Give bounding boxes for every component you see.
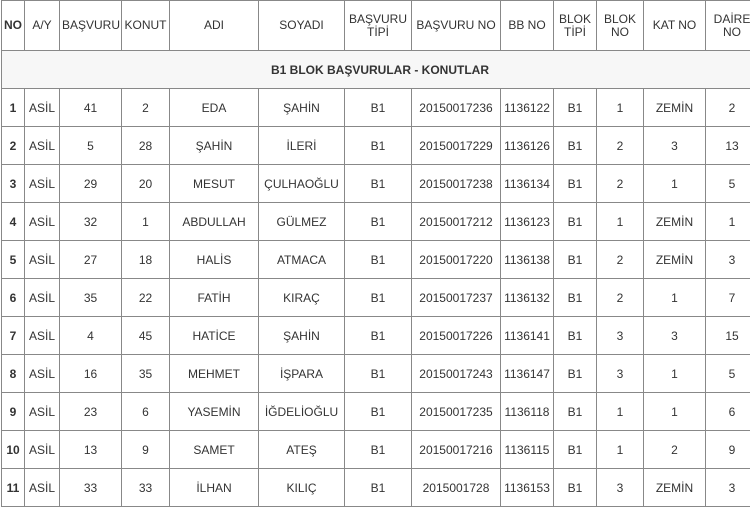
- cell-soyadi: İLERİ: [259, 127, 345, 165]
- cell-bb-no: 1136153: [501, 469, 554, 507]
- cell-basvuru: 13: [60, 431, 122, 469]
- cell-basvuru-tipi: B1: [345, 89, 412, 127]
- cell-basvuru-tipi: B1: [345, 317, 412, 355]
- cell-blok-tipi: B1: [554, 279, 597, 317]
- cell-daire-no: 3: [706, 469, 750, 507]
- cell-konut: 18: [122, 241, 170, 279]
- cell-no: 10: [2, 431, 25, 469]
- cell-blok-no: 2: [597, 127, 644, 165]
- cell-bb-no: 1136147: [501, 355, 554, 393]
- cell-basvuru: 23: [60, 393, 122, 431]
- cell-basvuru: 29: [60, 165, 122, 203]
- cell-daire-no: 1: [706, 203, 750, 241]
- applications-table: [1, 0, 750, 507]
- cell-soyadi: KIRAÇ: [259, 279, 345, 317]
- cell-ay: ASİL: [25, 89, 60, 127]
- cell-blok-no: 2: [597, 241, 644, 279]
- column-header-blok-no: BLOK NO: [597, 1, 644, 51]
- header-row: [2, 1, 750, 51]
- cell-ay: ASİL: [25, 203, 60, 241]
- cell-ay: ASİL: [25, 241, 60, 279]
- cell-konut: 35: [122, 355, 170, 393]
- column-header-basvuru-no: BAŞVURU NO: [412, 1, 501, 51]
- cell-kat-no: ZEMİN: [644, 89, 706, 127]
- cell-blok-no: 1: [597, 431, 644, 469]
- cell-basvuru: 16: [60, 355, 122, 393]
- cell-adi: YASEMİN: [170, 393, 259, 431]
- cell-blok-tipi: B1: [554, 317, 597, 355]
- cell-blok-tipi: B1: [554, 431, 597, 469]
- cell-basvuru-tipi: B1: [345, 469, 412, 507]
- cell-bb-no: 1136141: [501, 317, 554, 355]
- cell-basvuru-no: 20150017237: [412, 279, 501, 317]
- table-row: [2, 431, 750, 469]
- cell-blok-no: 2: [597, 279, 644, 317]
- cell-kat-no: 2: [644, 431, 706, 469]
- cell-basvuru-no: 20150017235: [412, 393, 501, 431]
- cell-soyadi: ŞAHİN: [259, 89, 345, 127]
- cell-blok-no: 3: [597, 469, 644, 507]
- cell-kat-no: 1: [644, 393, 706, 431]
- cell-daire-no: 5: [706, 165, 750, 203]
- cell-adi: MEHMET: [170, 355, 259, 393]
- cell-kat-no: 1: [644, 355, 706, 393]
- cell-konut: 20: [122, 165, 170, 203]
- cell-basvuru: 32: [60, 203, 122, 241]
- cell-adi: SAMET: [170, 431, 259, 469]
- cell-konut: 33: [122, 469, 170, 507]
- table-row: [2, 127, 750, 165]
- cell-basvuru-no: 20150017220: [412, 241, 501, 279]
- cell-konut: 28: [122, 127, 170, 165]
- cell-soyadi: GÜLMEZ: [259, 203, 345, 241]
- cell-no: 11: [2, 469, 25, 507]
- cell-daire-no: 5: [706, 355, 750, 393]
- cell-blok-no: 1: [597, 393, 644, 431]
- table-row: [2, 279, 750, 317]
- cell-kat-no: 1: [644, 279, 706, 317]
- table-row: [2, 355, 750, 393]
- cell-ay: ASİL: [25, 431, 60, 469]
- table-row: [2, 393, 750, 431]
- cell-adi: FATİH: [170, 279, 259, 317]
- cell-basvuru: 35: [60, 279, 122, 317]
- cell-no: 8: [2, 355, 25, 393]
- cell-blok-tipi: B1: [554, 203, 597, 241]
- column-header-ay: A/Y: [25, 1, 60, 51]
- cell-bb-no: 1136123: [501, 203, 554, 241]
- cell-basvuru-tipi: B1: [345, 355, 412, 393]
- cell-blok-no: 3: [597, 355, 644, 393]
- cell-blok-no: 1: [597, 203, 644, 241]
- column-header-basvuru-tipi: BAŞVURU TİPİ: [345, 1, 412, 51]
- cell-ay: ASİL: [25, 355, 60, 393]
- cell-bb-no: 1136132: [501, 279, 554, 317]
- cell-no: 1: [2, 89, 25, 127]
- cell-daire-no: 3: [706, 241, 750, 279]
- cell-blok-no: 3: [597, 317, 644, 355]
- cell-kat-no: ZEMİN: [644, 469, 706, 507]
- cell-no: 2: [2, 127, 25, 165]
- column-header-soyadi: SOYADI: [259, 1, 345, 51]
- section-title: B1 BLOK BAŞVURULAR - KONUTLAR: [2, 51, 750, 89]
- table-row: [2, 317, 750, 355]
- cell-adi: HALİS: [170, 241, 259, 279]
- cell-no: 9: [2, 393, 25, 431]
- cell-adi: ŞAHİN: [170, 127, 259, 165]
- cell-no: 5: [2, 241, 25, 279]
- cell-daire-no: 6: [706, 393, 750, 431]
- cell-basvuru-tipi: B1: [345, 279, 412, 317]
- cell-kat-no: 3: [644, 127, 706, 165]
- column-header-daire-no: DAİRE NO: [706, 1, 750, 51]
- cell-blok-tipi: B1: [554, 89, 597, 127]
- cell-soyadi: İŞPARA: [259, 355, 345, 393]
- cell-ay: ASİL: [25, 317, 60, 355]
- cell-basvuru-no: 20150017243: [412, 355, 501, 393]
- cell-adi: İLHAN: [170, 469, 259, 507]
- cell-blok-no: 1: [597, 89, 644, 127]
- cell-soyadi: ATMACA: [259, 241, 345, 279]
- cell-adi: EDA: [170, 89, 259, 127]
- cell-adi: HATİCE: [170, 317, 259, 355]
- cell-konut: 6: [122, 393, 170, 431]
- cell-ay: ASİL: [25, 127, 60, 165]
- cell-no: 7: [2, 317, 25, 355]
- cell-blok-tipi: B1: [554, 241, 597, 279]
- cell-soyadi: ATEŞ: [259, 431, 345, 469]
- cell-no: 3: [2, 165, 25, 203]
- cell-konut: 2: [122, 89, 170, 127]
- column-header-kat-no: KAT NO: [644, 1, 706, 51]
- cell-basvuru-no: 20150017212: [412, 203, 501, 241]
- cell-soyadi: KILIÇ: [259, 469, 345, 507]
- cell-kat-no: ZEMİN: [644, 241, 706, 279]
- cell-basvuru-tipi: B1: [345, 393, 412, 431]
- column-header-blok-tipi: BLOK TİPİ: [554, 1, 597, 51]
- cell-blok-tipi: B1: [554, 393, 597, 431]
- cell-kat-no: ZEMİN: [644, 203, 706, 241]
- cell-daire-no: 13: [706, 127, 750, 165]
- column-header-adi: ADI: [170, 1, 259, 51]
- cell-konut: 1: [122, 203, 170, 241]
- cell-bb-no: 1136118: [501, 393, 554, 431]
- cell-basvuru-no: 20150017229: [412, 127, 501, 165]
- cell-bb-no: 1136126: [501, 127, 554, 165]
- cell-basvuru: 41: [60, 89, 122, 127]
- cell-konut: 9: [122, 431, 170, 469]
- cell-soyadi: ŞAHİN: [259, 317, 345, 355]
- table-row: [2, 89, 750, 127]
- cell-blok-tipi: B1: [554, 355, 597, 393]
- table-row: [2, 203, 750, 241]
- cell-basvuru: 4: [60, 317, 122, 355]
- cell-soyadi: ÇULHAOĞLU: [259, 165, 345, 203]
- table-row: [2, 469, 750, 507]
- table-row: [2, 241, 750, 279]
- cell-ay: ASİL: [25, 393, 60, 431]
- column-header-konut: KONUT: [122, 1, 170, 51]
- cell-basvuru-no: 20150017216: [412, 431, 501, 469]
- table-row: [2, 165, 750, 203]
- cell-basvuru-no: 20150017226: [412, 317, 501, 355]
- column-header-bb-no: BB NO: [501, 1, 554, 51]
- cell-konut: 22: [122, 279, 170, 317]
- cell-blok-tipi: B1: [554, 165, 597, 203]
- cell-basvuru-tipi: B1: [345, 203, 412, 241]
- cell-bb-no: 1136122: [501, 89, 554, 127]
- cell-blok-no: 2: [597, 165, 644, 203]
- cell-daire-no: 2: [706, 89, 750, 127]
- cell-bb-no: 1136115: [501, 431, 554, 469]
- cell-ay: ASİL: [25, 469, 60, 507]
- cell-soyadi: İĞDELİOĞLU: [259, 393, 345, 431]
- cell-basvuru: 33: [60, 469, 122, 507]
- column-header-basvuru: BAŞVURU: [60, 1, 122, 51]
- cell-daire-no: 15: [706, 317, 750, 355]
- cell-daire-no: 9: [706, 431, 750, 469]
- cell-no: 6: [2, 279, 25, 317]
- cell-basvuru-no: 20150017238: [412, 165, 501, 203]
- cell-kat-no: 1: [644, 165, 706, 203]
- cell-daire-no: 7: [706, 279, 750, 317]
- cell-blok-tipi: B1: [554, 469, 597, 507]
- section-row: [2, 51, 750, 89]
- cell-basvuru-no: 20150017236: [412, 89, 501, 127]
- column-header-no: NO: [2, 1, 25, 51]
- cell-no: 4: [2, 203, 25, 241]
- cell-basvuru-tipi: B1: [345, 165, 412, 203]
- cell-basvuru: 27: [60, 241, 122, 279]
- cell-bb-no: 1136134: [501, 165, 554, 203]
- cell-blok-tipi: B1: [554, 127, 597, 165]
- cell-adi: ABDULLAH: [170, 203, 259, 241]
- cell-basvuru-no: 2015001728: [412, 469, 501, 507]
- cell-ay: ASİL: [25, 165, 60, 203]
- cell-adi: MESUT: [170, 165, 259, 203]
- cell-kat-no: 3: [644, 317, 706, 355]
- cell-bb-no: 1136138: [501, 241, 554, 279]
- cell-ay: ASİL: [25, 279, 60, 317]
- cell-basvuru-tipi: B1: [345, 127, 412, 165]
- cell-konut: 45: [122, 317, 170, 355]
- cell-basvuru-tipi: B1: [345, 431, 412, 469]
- cell-basvuru: 5: [60, 127, 122, 165]
- cell-basvuru-tipi: B1: [345, 241, 412, 279]
